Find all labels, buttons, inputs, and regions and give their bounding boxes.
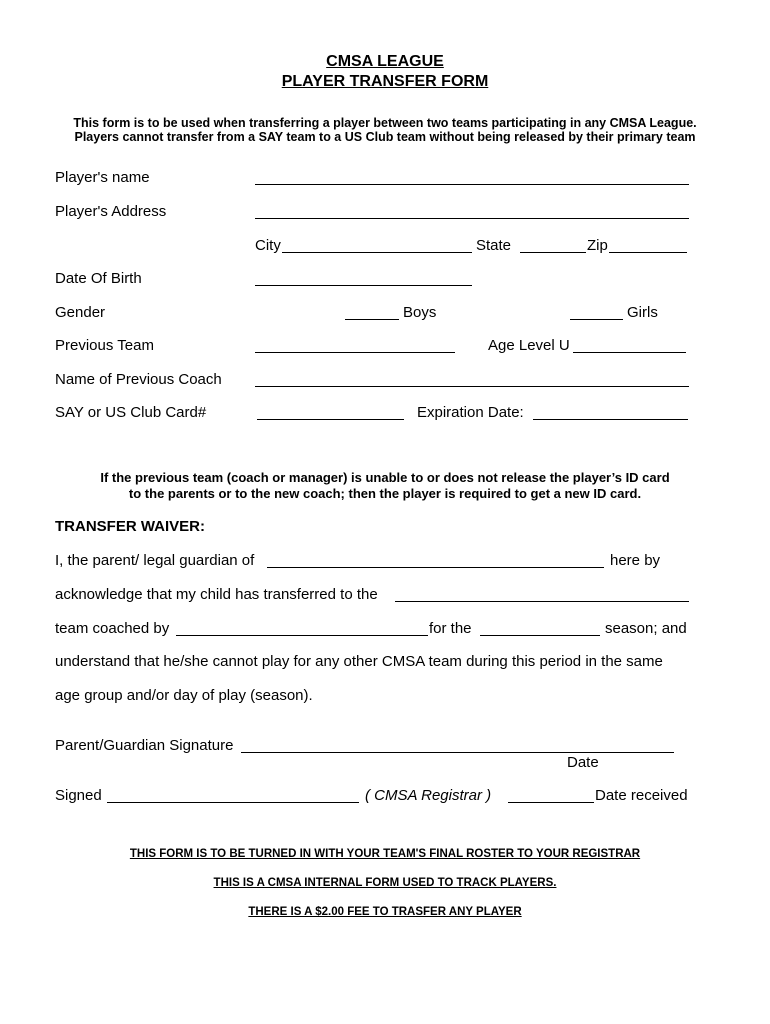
form-subtitle: PLAYER TRANSFER FORM <box>281 73 489 90</box>
players-name-label: Player's name <box>55 169 150 186</box>
previous-coach-field[interactable] <box>255 386 689 387</box>
footer-line-1: THIS FORM IS TO BE TURNED IN WITH YOUR TEAM'S FINAL ROSTER TO YOUR REGISTRAR <box>129 848 641 860</box>
girls-label: Girls <box>627 304 658 321</box>
expiration-field[interactable] <box>533 419 688 420</box>
previous-coach-label: Name of Previous Coach <box>55 371 222 388</box>
state-label: State <box>476 237 512 254</box>
waiver-line-1-end: here by <box>610 552 661 569</box>
waiver-line-3-mid: for the <box>429 620 472 637</box>
age-level-label: Age Level U <box>488 337 570 354</box>
registrar-label: ( CMSA Registrar ) <box>365 787 492 804</box>
waiver-heading: TRANSFER WAIVER: <box>55 518 205 535</box>
girls-field[interactable] <box>570 319 623 320</box>
intro-line-2: Players cannot transfer from a SAY team to a US Club team without being released by their primary team <box>74 130 696 144</box>
footer-line-3: THERE IS A $2.00 FEE TO TRASFER ANY PLAYER <box>248 906 522 918</box>
id-card-notice-1: If the previous team (coach or manager) is unable to or does not release the player’s ID card <box>100 470 670 485</box>
new-coach-field[interactable] <box>176 635 428 636</box>
city-field[interactable] <box>282 252 472 253</box>
zip-label: Zip <box>587 237 608 254</box>
signed-label: Signed <box>55 787 102 804</box>
city-label: City <box>255 237 281 254</box>
boys-label: Boys <box>403 304 437 321</box>
waiver-line-4: understand that he/she cannot play for any other CMSA team during this period in the same <box>55 653 663 670</box>
guardian-signature-field[interactable] <box>241 752 674 753</box>
gender-label: Gender <box>55 304 106 321</box>
waiver-line-3-text: team coached by <box>55 620 170 637</box>
state-field[interactable] <box>520 252 586 253</box>
intro-line-1: This form is to be used when transferring a player between two teams participating in any CMSA League. <box>73 116 697 130</box>
previous-team-field[interactable] <box>255 352 455 353</box>
date-received-field[interactable] <box>508 802 594 803</box>
id-card-notice-2: to the parents or to the new coach; then the player is required to get a new ID card. <box>128 486 642 501</box>
previous-team-label: Previous Team <box>55 337 154 354</box>
registrar-signature-field[interactable] <box>107 802 359 803</box>
card-field[interactable] <box>257 419 404 420</box>
expiration-label: Expiration Date: <box>417 404 524 421</box>
signature-date-label: Date <box>567 754 599 771</box>
guardian-signature-label: Parent/Guardian Signature <box>55 737 234 754</box>
zip-field[interactable] <box>609 252 687 253</box>
date-received-label: Date received <box>595 787 688 804</box>
child-name-field[interactable] <box>267 567 604 568</box>
footer-line-2: THIS IS A CMSA INTERNAL FORM USED TO TRACK PLAYERS. <box>213 877 557 889</box>
dob-label: Date Of Birth <box>55 270 142 287</box>
card-label: SAY or US Club Card# <box>55 404 207 421</box>
players-name-field[interactable] <box>255 184 689 185</box>
players-address-label: Player's Address <box>55 203 167 220</box>
dob-field[interactable] <box>255 285 472 286</box>
form-title: CMSA LEAGUE <box>326 53 444 70</box>
waiver-line-2-text: acknowledge that my child has transferred to the <box>55 586 378 603</box>
waiver-line-1-text: I, the parent/ legal guardian of <box>55 552 255 569</box>
players-address-field[interactable] <box>255 218 689 219</box>
waiver-line-3-end: season; and <box>605 620 687 637</box>
new-team-field[interactable] <box>395 601 689 602</box>
boys-field[interactable] <box>345 319 399 320</box>
age-level-field[interactable] <box>573 352 686 353</box>
waiver-line-5: age group and/or day of play (season). <box>55 687 313 704</box>
season-field[interactable] <box>480 635 600 636</box>
